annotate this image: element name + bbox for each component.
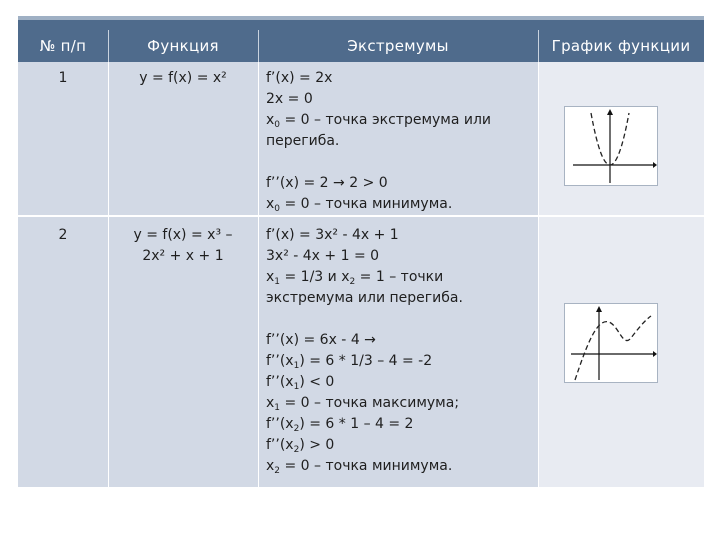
extrema-cell bbox=[266, 68, 491, 215]
table-row bbox=[18, 62, 704, 217]
extrema-line: $f’’(x_1) = 6 * 1/3 - 4 = -2$ bbox=[266, 353, 433, 371]
extrema-line: f’’(x) = 2 → 2 > 0 bbox=[266, 175, 388, 191]
extrema-line: f’’(x) = 6x - 4 → bbox=[266, 332, 376, 348]
extrema-line: f’(x) = 3x² - 4x + 1 bbox=[266, 227, 399, 243]
extrema-line: 3x² - 4x + 1 = 0 bbox=[266, 248, 380, 264]
extrema-cell bbox=[266, 225, 463, 477]
extrema-line: $f’’(x_2) > 0$ bbox=[266, 437, 335, 455]
subscript: 1 bbox=[293, 361, 300, 371]
function-line: y = f(x) = x³ – bbox=[133, 227, 233, 243]
subscript: 2 bbox=[293, 424, 300, 434]
extrema-line: $x_0 = 0$ – точка экстремума или bbox=[266, 112, 492, 130]
table-row bbox=[18, 217, 704, 487]
extrema-line: 2x = 0 bbox=[266, 91, 313, 107]
extrema-line: $f’’(x_1) < 0$ bbox=[266, 374, 335, 392]
subscript: 0 bbox=[274, 120, 281, 130]
function-cell bbox=[108, 68, 258, 89]
extrema-line: перегиба. bbox=[266, 133, 340, 149]
subscript: 0 bbox=[274, 204, 281, 214]
function-line: 2x² + x + 1 bbox=[142, 248, 224, 264]
extrema-line: экстремума или перегиба. bbox=[266, 290, 463, 306]
header-num: № п/п bbox=[39, 37, 87, 55]
subscript: 2 bbox=[349, 277, 356, 287]
extrema-line bbox=[266, 152, 491, 173]
extrema-line bbox=[266, 309, 463, 330]
extrema-line: $x_1 = 1/3$ и $x_2 = 1$ – точки bbox=[266, 269, 444, 287]
extrema-line: $f’’(x_2) = 6 * 1 - 4 = 2$ bbox=[266, 416, 414, 434]
function-line: y = f(x) = x² bbox=[139, 70, 227, 86]
subscript: 2 bbox=[293, 445, 300, 455]
subscript: 1 bbox=[293, 382, 300, 392]
extrema-line: f’(x) = 2x bbox=[266, 70, 333, 86]
header-graph: График функции bbox=[551, 37, 691, 55]
header-function: Функция bbox=[147, 37, 219, 55]
parabola-graph-icon bbox=[564, 106, 658, 186]
extrema-line: $x_1 = 0$ – точка максимума; bbox=[266, 395, 460, 413]
function-cell bbox=[108, 225, 258, 267]
row-number: 1 bbox=[58, 70, 68, 86]
cubic-graph-icon bbox=[564, 303, 658, 383]
subscript: 1 bbox=[274, 277, 281, 287]
extrema-line: $x_0 = 0$ – точка минимума. bbox=[266, 196, 453, 214]
subscript: 2 bbox=[274, 466, 281, 476]
row-number: 2 bbox=[58, 227, 68, 243]
extrema-line: $x_2 = 0$ – точка минимума. bbox=[266, 458, 453, 476]
subscript: 1 bbox=[274, 403, 281, 413]
header-extrema: Экстремумы bbox=[347, 37, 449, 55]
